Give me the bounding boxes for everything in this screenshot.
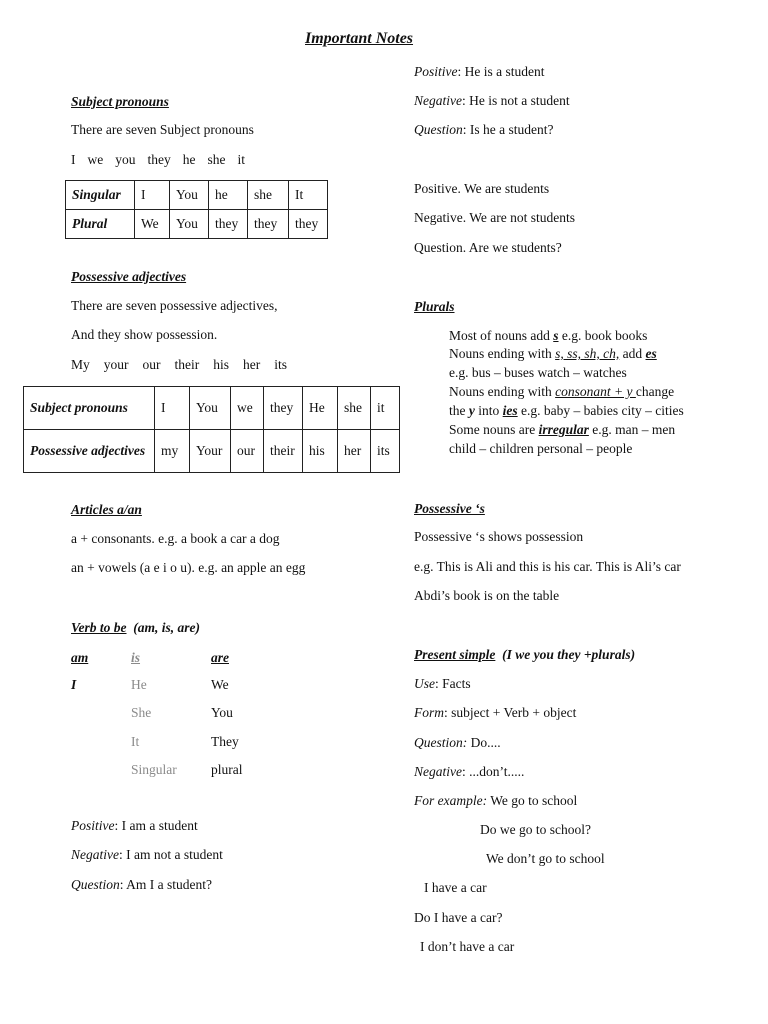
we-question: Question. Are we students? <box>414 240 562 255</box>
verb-row-am: I <box>71 677 77 692</box>
we-positive: Positive. We are students <box>414 181 550 196</box>
verb-row-is: She <box>131 705 152 720</box>
verb-to-be-heading: Verb to be (am, is, are) <box>71 620 200 635</box>
am-positive: Positive: I am a student <box>71 818 198 833</box>
he-question: Question: Is he a student? <box>414 122 554 137</box>
plurals-rule-3-cont: the y into ies e.g. baby – babies city – cities <box>449 403 684 418</box>
possessive-s-heading: Possessive ‘s <box>414 501 485 516</box>
page-title: Important Notes <box>305 30 414 47</box>
articles-heading: Articles a/an <box>71 502 142 517</box>
he-negative: Negative: He is not a student <box>414 93 570 108</box>
present-simple-example: For example: We go to school <box>414 793 578 808</box>
plurals-example-2: child – children personal – people <box>449 441 633 456</box>
plurals-rule-2: Nouns ending with s, ss, sh, ch, add es <box>449 346 657 361</box>
verb-row-is: Singular <box>131 762 177 777</box>
present-simple-example-6: I don’t have a car <box>420 939 515 954</box>
present-simple-example-4: I have a car <box>424 880 487 895</box>
present-simple-example-2: Do we go to school? <box>480 822 591 837</box>
possessive-adjectives-heading: Possessive adjectives <box>71 269 187 284</box>
table-row: Plural We You they they they <box>66 210 328 239</box>
plurals-rule-1: Most of nouns add s e.g. book books <box>449 328 648 343</box>
table-row: Possessive adjectives my Your our their his her its <box>24 430 400 473</box>
present-simple-heading: Present simple (I we you they +plurals) <box>414 647 636 662</box>
plurals-heading: Plurals <box>414 299 455 314</box>
possessive-s-line-1: Possessive ‘s shows possession <box>414 529 584 544</box>
verb-row-is: It <box>131 734 140 749</box>
possessive-s-line-3: Abdi’s book is on the table <box>414 588 560 603</box>
verb-row-are: You <box>211 705 233 720</box>
present-simple-form: Form: subject + Verb + object <box>414 705 577 720</box>
articles-line-1: a + consonants. e.g. a book a car a dog <box>71 531 280 546</box>
verb-row-are: plural <box>211 762 243 777</box>
plurals-rule-3: Nouns ending with consonant + y change <box>449 384 675 399</box>
table-row: Subject pronouns I You we they He she it <box>24 387 400 430</box>
verb-col-are: are <box>211 650 229 665</box>
possessive-s-line-2: e.g. This is Ali and this is his car. This is Ali’s car <box>414 559 681 574</box>
verb-row-are: We <box>211 677 229 692</box>
subject-pronouns-heading: Subject pronouns <box>71 94 169 109</box>
verb-row-are: They <box>211 734 239 749</box>
am-question: Question: Am I a student? <box>71 877 212 892</box>
subject-pronouns-table <box>65 180 328 239</box>
table-row: Singular I You he she It <box>66 181 328 210</box>
subject-pronouns-list: I we you they he she it <box>71 152 246 167</box>
possessive-adjectives-intro: There are seven possessive adjectives, <box>71 298 278 313</box>
we-negative: Negative. We are not students <box>414 210 575 225</box>
plurals-example-1: e.g. bus – buses watch – watches <box>449 365 627 380</box>
he-positive: Positive: He is a student <box>414 64 545 79</box>
present-simple-question: Question: Do.... <box>414 735 501 750</box>
present-simple-negative: Negative: ...don’t..... <box>414 764 525 779</box>
subject-pronouns-intro: There are seven Subject pronouns <box>71 122 254 137</box>
present-simple-use: Use: Facts <box>414 676 471 691</box>
verb-col-am: am <box>71 650 89 665</box>
articles-line-2: an + vowels (a e i o u). e.g. an apple an egg <box>71 560 306 575</box>
possessive-adjectives-list: My your our their his her its <box>71 357 288 372</box>
am-negative: Negative: I am not a student <box>71 847 223 862</box>
present-simple-example-5: Do I have a car? <box>414 910 503 925</box>
possessive-adjectives-table <box>23 386 400 473</box>
verb-row-is: He <box>131 677 147 692</box>
plurals-rule-4: Some nouns are irregular e.g. man – men <box>449 422 676 437</box>
verb-col-is: is <box>131 650 141 665</box>
present-simple-example-3: We don’t go to school <box>486 851 605 866</box>
possessive-adjectives-note: And they show possession. <box>71 327 218 342</box>
